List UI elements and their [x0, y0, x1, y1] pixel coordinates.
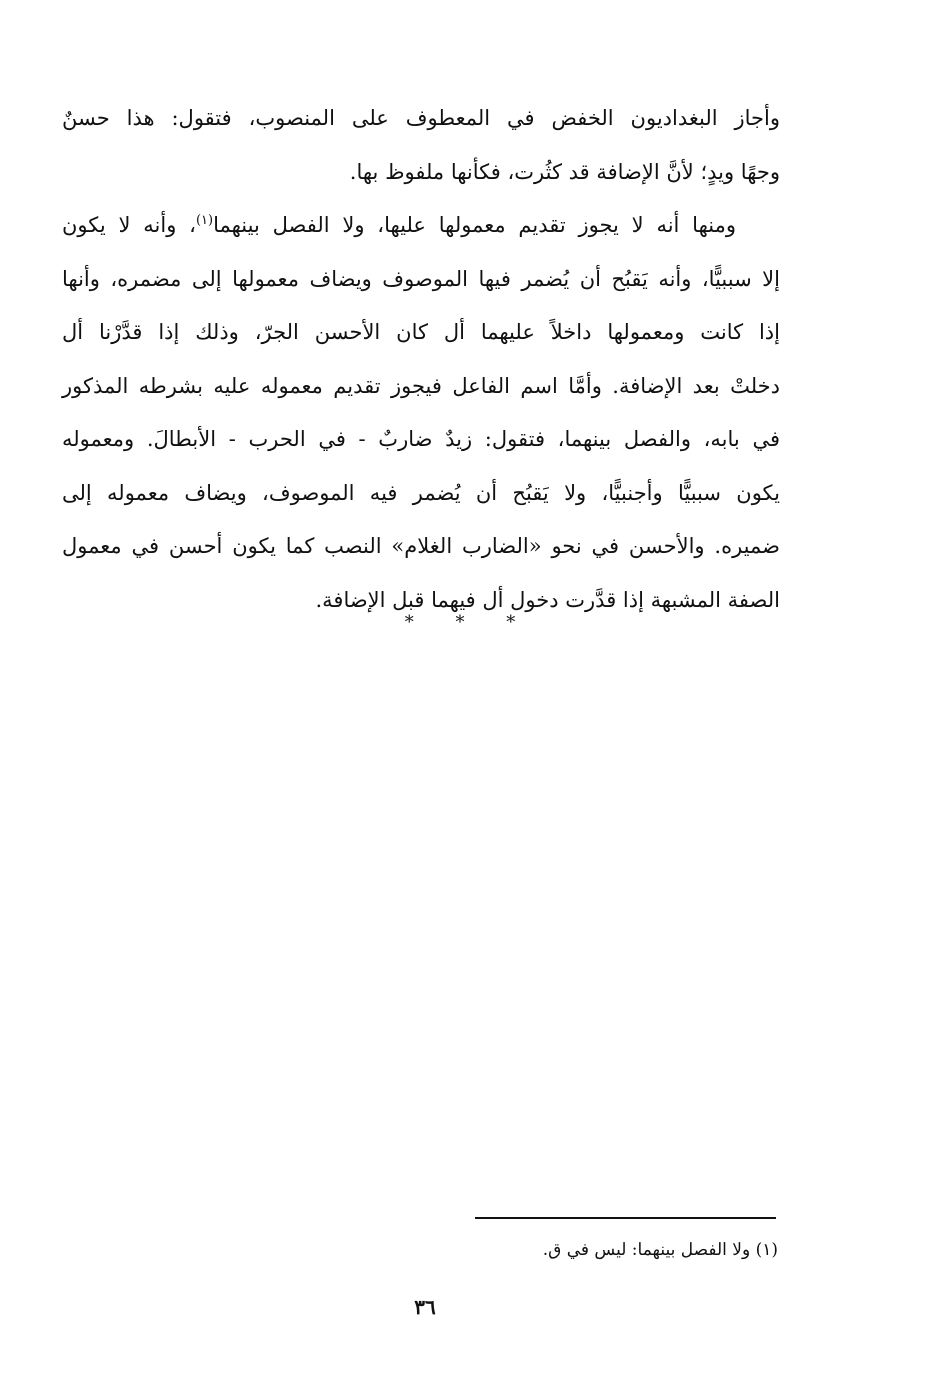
text-line: ضميره. والأحسن في نحو «الضارب الغلام» النصب كما يكون أحسن في معمول — [62, 534, 780, 558]
text-line: وأجاز البغداديون الخفض في المعطوف على المنصوب، فتقول: هذا حسنٌ — [62, 106, 780, 130]
text-line: في بابه، والفصل بينهما، فتقول: زيدٌ ضاربٌ - في الحرب - الأبطالَ. ومعموله — [62, 427, 780, 451]
text-line: دخلتْ بعد الإضافة. وأمَّا اسم الفاعل فيجوز تقديم معموله عليه بشرطه المذكور — [62, 373, 780, 398]
section-separator: * * * — [404, 612, 534, 633]
footnote-divider — [475, 1217, 776, 1219]
text-segment: ومنها أنه لا يجوز تقديم معمولها عليها، ولا الفصل بينهما — [213, 213, 736, 237]
body-text — [62, 92, 780, 627]
page-number: ٣٦ — [414, 1295, 436, 1319]
footnote-reference[interactable]: (١) — [195, 213, 214, 228]
text-line: يكون سببيًّا وأجنبيًّا، ولا يَقبُح أن يُضمر فيه الموصوف، ويضاف معموله إلى — [62, 480, 780, 505]
text-line: إلا سببيًّا، وأنه يَقبُح أن يُضمر فيها الموصوف ويضاف معمولها إلى مضمره، وأنها — [62, 266, 780, 291]
text-line: الصفة المشبهة إذا قدَّرت دخول أل فيهما قبل الإضافة. — [315, 587, 780, 612]
text-segment: ، وأنه لا يكون — [62, 213, 196, 237]
footnote: (١) ولا الفصل بينهما: ليس في ق. — [542, 1240, 778, 1260]
text-line: إذا كانت ومعمولها داخلاً عليهما أل كان الأحسن الجرّ، وذلك إذا قدَّرْنا أل — [62, 320, 780, 344]
text-line: وجهًا ويدٍ؛ لأنَّ الإضافة قد كثُرت، فكأنها ملفوظ بها. — [349, 159, 780, 184]
text-line-with-footnote-ref — [62, 199, 780, 253]
